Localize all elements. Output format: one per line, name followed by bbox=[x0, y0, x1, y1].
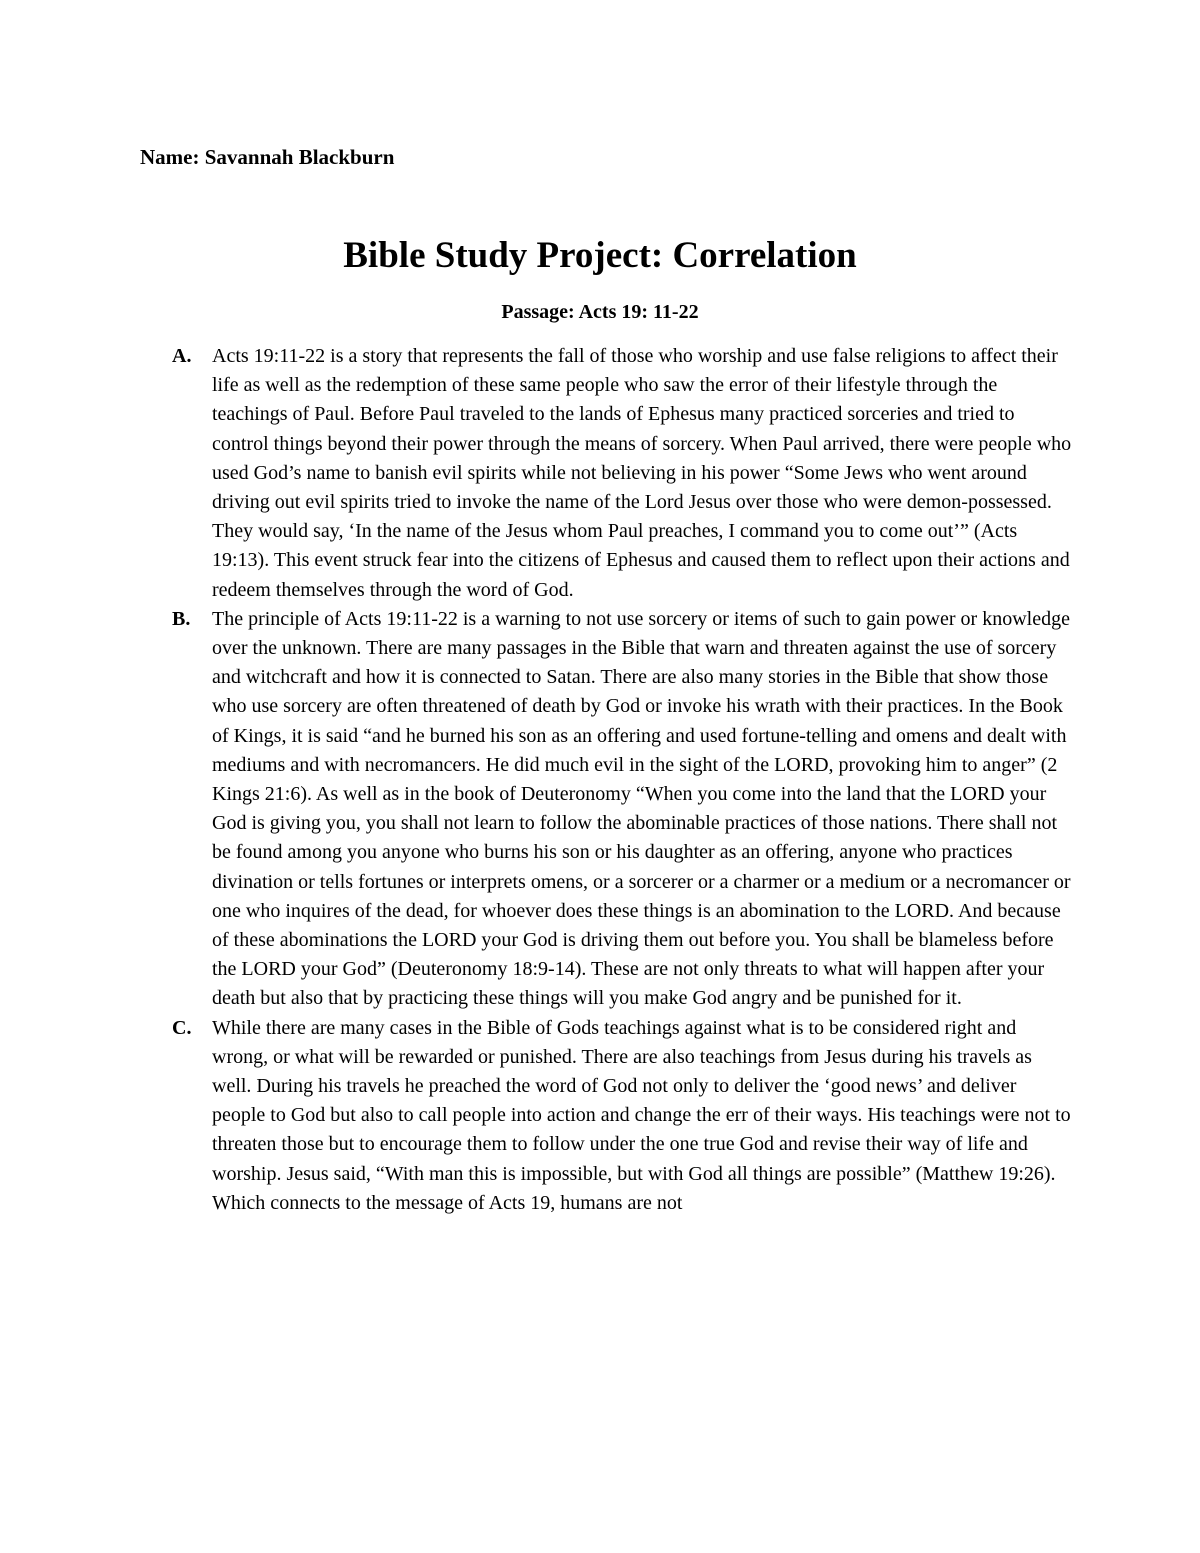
section-text: Acts 19:11-22 is a story that represents the fall of those who worship and use false religions to affect their life as well as the redemption of these same people who saw the error of their lifestyle through the teachings of Paul. Before Paul traveled to the lands of Ephesus many practiced sorceries and tried to control things beyond their power through the means of sorcery. When Paul arrived, there were people who used God’s name to banish evil spirits while not believing in his power “Some Jews who went around driving out evil spirits tried to invoke the name of the Lord Jesus over those who were demon-possessed. They would say, ‘In the name of the Jesus whom Paul preaches, I command you to come out’” (Acts 19:13). This event struck fear into the citizens of Ephesus and caused them to reflect upon their actions and redeem themselves through the word of God. bbox=[212, 345, 1072, 601]
passage-reference: Passage: Acts 19: 11-22 bbox=[501, 301, 699, 323]
section-text: The principle of Acts 19:11-22 is a warning to not use sorcery or items of such to gain power or knowledge over the unknown. There are many passages in the Bible that warn and threaten against the use of sorcery and witchcraft and how it is connected to Satan. There are also many stories in the Bible that show those who use sorcery are often threatened of death by God or invoke his wrath with their practices. In the Book of Kings, it is said “and he burned his son as an offering and used fortune-telling and omens and dealt with mediums and with necromancers. He did much evil in the sight of the LORD, provoking him to anger” (2 Kings 21:6). As well as in the book of Deuteronomy “When you come into the land that the LORD your God is giving you, you shall not learn to follow the abominable practices of those nations. There shall not be found among you anyone who burns his son or his daughter as an offering, anyone who practices divination or tells fortunes or interprets omens, or a sorcerer or a charmer or a medium or a necromancer or one who inquires of the dead, for whoever does these things is an abomination to the LORD. And because of these abominations the LORD your God is driving them out before you. You shall be blameless before the LORD your God” (Deuteronomy 18:9-14). These are not only threats to what will happen after your death but also that by practicing these things will you make God angry and be punished for it. bbox=[212, 607, 1071, 1010]
section-a bbox=[172, 342, 1072, 605]
section-text: While there are many cases in the Bible of Gods teachings against what is to be considered right and wrong, or what will be rewarded or punished. There are also teachings from Jesus during his travels as well. During his travels he preached the word of God not only to deliver the ‘good news’ and deliver people to God but also to call people into action and change the err of their ways. His teachings were not to threaten those but to encourage them to follow under the one true God and revise their way of life and worship. Jesus said, “With man this is impossible, but with God all things are possible” (Matthew 19:26). Which connects to the message of Acts 19, humans are not bbox=[212, 1016, 1071, 1214]
section-marker: C. bbox=[172, 1016, 192, 1039]
section-list bbox=[172, 342, 1072, 1218]
section-marker: B. bbox=[172, 607, 191, 630]
section-marker: A. bbox=[172, 345, 192, 367]
document-title: Bible Study Project: Correlation bbox=[343, 235, 857, 276]
student-name: Name: Savannah Blackburn bbox=[140, 145, 395, 169]
section-c bbox=[172, 1014, 1072, 1218]
section-b bbox=[172, 605, 1072, 1014]
